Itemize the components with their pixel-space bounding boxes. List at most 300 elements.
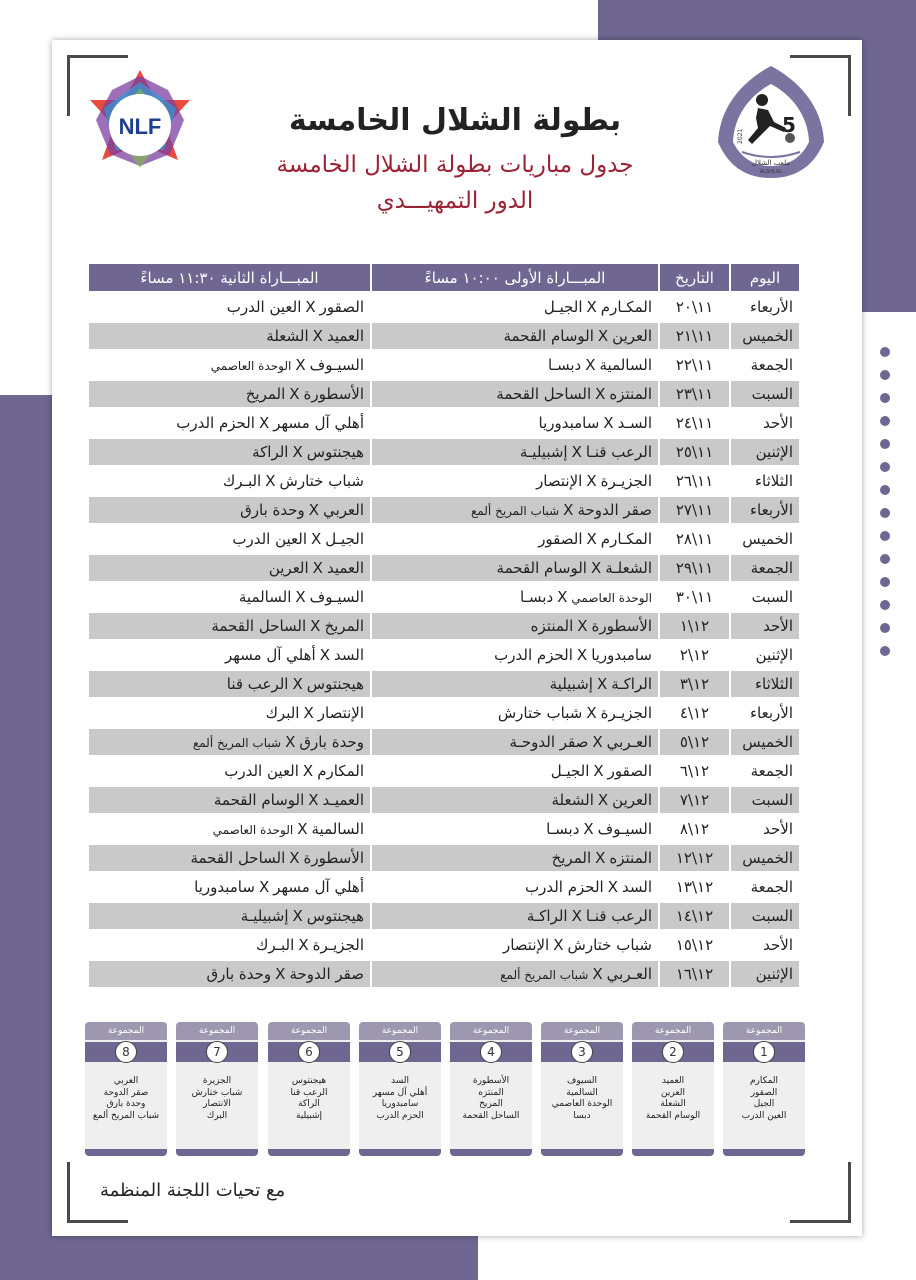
away-team: الإنتصار bbox=[536, 472, 583, 490]
first-match-cell bbox=[370, 439, 658, 465]
dot-icon bbox=[880, 646, 890, 656]
day-text: الخميس bbox=[742, 327, 793, 345]
group-team: العربي bbox=[113, 1076, 139, 1086]
date-cell bbox=[658, 410, 729, 436]
home-team: أهلي آل مسهر bbox=[273, 414, 364, 432]
page-subtitle: جدول مباريات بطولة الشلال الخامسة bbox=[276, 152, 634, 178]
home-team: هيجنتوس bbox=[306, 907, 364, 925]
group-card-6 bbox=[268, 1022, 350, 1156]
second-match-cell bbox=[87, 932, 370, 958]
day-text: الجمعة bbox=[750, 762, 793, 780]
away-team: إشبيليـة bbox=[519, 443, 568, 461]
versus-mark: X bbox=[585, 356, 596, 374]
versus-mark: X bbox=[295, 588, 306, 606]
first-match-cell bbox=[370, 613, 658, 639]
first-match-cell bbox=[370, 352, 658, 378]
table-row bbox=[87, 729, 799, 755]
group-team: السالمية bbox=[566, 1087, 598, 1098]
group-number: 8 bbox=[115, 1041, 137, 1063]
home-team: العميد bbox=[326, 559, 364, 577]
first-match-cell bbox=[370, 468, 658, 494]
group-number: 2 bbox=[662, 1041, 684, 1063]
group-bottom-band bbox=[450, 1149, 532, 1156]
away-team: العرين bbox=[268, 559, 309, 577]
away-team: الوسام القحمة bbox=[503, 327, 594, 345]
first-match-cell bbox=[370, 816, 658, 842]
away-team: الساحل القحمة bbox=[496, 385, 592, 403]
group-bottom-band bbox=[632, 1149, 714, 1156]
day-cell bbox=[729, 758, 799, 784]
home-team: صقر الدوحة bbox=[577, 501, 652, 519]
nlf-logo bbox=[80, 68, 200, 183]
away-team: وحدة بارق bbox=[206, 965, 272, 983]
nlf-logo-text: NLF bbox=[118, 114, 162, 139]
away-team: الرعب قنا bbox=[226, 675, 289, 693]
group-team: دبسا bbox=[573, 1110, 591, 1121]
date-text: ١١\٢٢ bbox=[675, 356, 714, 374]
second-match-cell bbox=[87, 555, 370, 581]
home-team: المكـارم bbox=[600, 298, 652, 316]
date-text: ١٢\٨ bbox=[679, 820, 710, 838]
table-row bbox=[87, 381, 799, 407]
table-row bbox=[87, 874, 799, 900]
home-team: الجزيـرة bbox=[312, 936, 364, 954]
table-row bbox=[87, 584, 799, 610]
away-team: دبسـا bbox=[548, 356, 582, 374]
versus-mark: X bbox=[319, 646, 330, 664]
home-team: الأسطورة bbox=[303, 385, 364, 403]
group-team: الساحل القحمة bbox=[462, 1110, 520, 1121]
dot-icon bbox=[880, 531, 890, 541]
day-text: الأربعاء bbox=[749, 298, 793, 316]
versus-mark: X bbox=[312, 327, 323, 345]
home-team: السـد bbox=[617, 414, 652, 432]
group-bottom-band bbox=[268, 1149, 350, 1156]
day-cell bbox=[729, 932, 799, 958]
versus-mark: X bbox=[586, 298, 597, 316]
group-label: المجموعة bbox=[176, 1022, 258, 1040]
group-bottom-band bbox=[723, 1149, 805, 1156]
date-cell bbox=[658, 729, 729, 755]
home-team: العميـد bbox=[322, 791, 364, 809]
away-team: الوحدة العاصمي bbox=[212, 823, 294, 837]
group-team: الجيل bbox=[753, 1099, 775, 1109]
group-bottom-band bbox=[359, 1149, 441, 1156]
group-label: المجموعة bbox=[723, 1022, 805, 1040]
home-team: السالمية bbox=[311, 820, 364, 838]
group-team: العين الدرب bbox=[741, 1110, 787, 1121]
group-card-3 bbox=[541, 1022, 623, 1156]
date-cell bbox=[658, 671, 729, 697]
group-team: وحدة بارق bbox=[106, 1099, 146, 1109]
second-match-cell bbox=[87, 526, 370, 552]
date-cell bbox=[658, 816, 729, 842]
group-label: المجموعة bbox=[85, 1022, 167, 1040]
away-team: الحزم الدرب bbox=[176, 414, 255, 432]
away-team: العين الدرب bbox=[226, 298, 302, 316]
home-team: العربي bbox=[323, 501, 364, 519]
dot-icon bbox=[880, 577, 890, 587]
dot-icon bbox=[880, 393, 890, 403]
home-team: الصقور bbox=[607, 762, 652, 780]
group-team: الأسطورة bbox=[472, 1076, 510, 1086]
header-second-match: المبـــاراة الثانية ١١:٣٠ مساءً bbox=[87, 264, 370, 291]
group-label: المجموعة bbox=[359, 1022, 441, 1040]
second-match-cell bbox=[87, 323, 370, 349]
table-row bbox=[87, 468, 799, 494]
day-cell bbox=[729, 613, 799, 639]
group-team: السيوف bbox=[567, 1076, 597, 1086]
group-team: صقر الدوحة bbox=[103, 1087, 149, 1098]
table-row bbox=[87, 845, 799, 871]
versus-mark: X bbox=[310, 617, 321, 635]
versus-mark: X bbox=[576, 646, 588, 664]
versus-mark: X bbox=[595, 849, 606, 867]
home-team: السالمية bbox=[599, 356, 652, 374]
dot-icon bbox=[880, 600, 890, 610]
first-match-cell bbox=[370, 526, 658, 552]
second-match-cell bbox=[87, 410, 370, 436]
day-cell bbox=[729, 410, 799, 436]
away-team: الحزم الدرب bbox=[494, 646, 573, 664]
group-number: 6 bbox=[298, 1041, 320, 1063]
day-text: الأربعاء bbox=[749, 501, 793, 519]
date-cell bbox=[658, 845, 729, 871]
club-logo bbox=[712, 62, 830, 182]
home-team: السد bbox=[622, 878, 652, 896]
away-team: البـرك bbox=[222, 472, 262, 490]
date-text: ١١\٢٣ bbox=[675, 385, 714, 403]
first-match-cell bbox=[370, 323, 658, 349]
day-cell bbox=[729, 700, 799, 726]
versus-mark: X bbox=[571, 443, 582, 461]
group-team: الانتصار bbox=[203, 1099, 231, 1109]
date-cell bbox=[658, 526, 729, 552]
versus-mark: X bbox=[563, 501, 574, 519]
dot-icon bbox=[880, 416, 890, 426]
date-text: ١١\٢٨ bbox=[675, 530, 714, 548]
date-cell bbox=[658, 613, 729, 639]
home-team: سامبدوريا bbox=[591, 646, 652, 664]
home-team: المكـارم bbox=[600, 530, 652, 548]
group-team: المريخ bbox=[479, 1099, 503, 1109]
versus-mark: X bbox=[292, 443, 303, 461]
day-cell bbox=[729, 961, 799, 987]
date-cell bbox=[658, 468, 729, 494]
away-team: إشبيلية bbox=[549, 675, 593, 693]
versus-mark: X bbox=[312, 559, 323, 577]
group-team: المنتزه bbox=[478, 1087, 504, 1098]
group-team: سامبدوريا bbox=[381, 1099, 419, 1109]
group-team: الرعب قنا bbox=[290, 1087, 328, 1098]
versus-mark: X bbox=[303, 704, 314, 722]
table-row bbox=[87, 410, 799, 436]
second-match-cell bbox=[87, 961, 370, 987]
table-row bbox=[87, 932, 799, 958]
away-team: الحزم الدرب bbox=[524, 878, 604, 896]
home-team: الإنتصار bbox=[317, 704, 364, 722]
page-title: بطولة الشلال الخامسة bbox=[288, 103, 622, 138]
group-number: 1 bbox=[753, 1041, 775, 1063]
day-text: الثلاثاء bbox=[754, 675, 793, 693]
second-match-cell bbox=[87, 642, 370, 668]
versus-mark: X bbox=[292, 907, 303, 925]
away-team: شباب المريخ ألمع bbox=[192, 736, 282, 750]
home-team: العرين bbox=[612, 327, 652, 345]
date-cell bbox=[658, 381, 729, 407]
first-match-cell bbox=[370, 497, 658, 523]
home-team: الأسطورة bbox=[303, 849, 364, 867]
first-match-cell bbox=[370, 758, 658, 784]
date-text: ١٢\٥ bbox=[679, 733, 710, 751]
away-team: دبسـا bbox=[546, 820, 580, 838]
home-team: العـربي bbox=[606, 733, 652, 751]
day-text: الجمعة bbox=[750, 559, 793, 577]
dot-icon bbox=[880, 439, 890, 449]
versus-mark: X bbox=[595, 385, 606, 403]
group-team: الشعلة bbox=[660, 1099, 686, 1109]
away-team: دبسـا bbox=[519, 588, 554, 606]
group-team-list bbox=[176, 1076, 258, 1122]
table-row bbox=[87, 526, 799, 552]
group-card-8 bbox=[85, 1022, 167, 1156]
day-text: الأحد bbox=[763, 820, 793, 838]
group-team: الصقور bbox=[750, 1087, 778, 1098]
day-cell bbox=[729, 439, 799, 465]
day-text: الجمعة bbox=[750, 878, 793, 896]
versus-mark: X bbox=[586, 472, 597, 490]
table-header-row bbox=[87, 264, 799, 291]
away-team: صقر الدوحـة bbox=[509, 733, 589, 751]
club-logo-text: ملعب الشلال bbox=[751, 159, 791, 167]
versus-mark: X bbox=[553, 936, 564, 954]
home-team: الأسطورة bbox=[591, 617, 652, 635]
day-text: الثلاثاء bbox=[754, 472, 793, 490]
home-team: السد bbox=[334, 646, 364, 664]
dot-icon bbox=[880, 370, 890, 380]
second-match-cell bbox=[87, 468, 370, 494]
date-cell bbox=[658, 874, 729, 900]
versus-mark: X bbox=[607, 878, 618, 896]
day-cell bbox=[729, 584, 799, 610]
away-team: الجيـل bbox=[550, 762, 590, 780]
away-team: الشعلة bbox=[551, 791, 594, 809]
versus-mark: X bbox=[311, 530, 322, 548]
day-text: الأحد bbox=[763, 414, 793, 432]
home-team: المريخ bbox=[324, 617, 364, 635]
first-match-cell bbox=[370, 671, 658, 697]
away-team: الإنتصار bbox=[502, 936, 550, 954]
group-card-5 bbox=[359, 1022, 441, 1156]
group-team: البرك bbox=[206, 1110, 228, 1121]
day-cell bbox=[729, 816, 799, 842]
day-cell bbox=[729, 874, 799, 900]
table-row bbox=[87, 758, 799, 784]
home-team: المكارم bbox=[317, 762, 364, 780]
date-cell bbox=[658, 555, 729, 581]
versus-mark: X bbox=[597, 791, 609, 809]
date-text: ١٢\٤ bbox=[679, 704, 710, 722]
day-text: السبت bbox=[751, 588, 793, 606]
day-cell bbox=[729, 381, 799, 407]
day-text: الخميس bbox=[742, 530, 793, 548]
first-match-cell bbox=[370, 381, 658, 407]
dot-icon bbox=[880, 347, 890, 357]
group-team: الحزم الدرب bbox=[376, 1110, 424, 1121]
group-team: العرين bbox=[661, 1087, 685, 1098]
away-team: العين الدرب bbox=[224, 762, 299, 780]
group-team-list bbox=[541, 1076, 623, 1122]
first-match-cell bbox=[370, 932, 658, 958]
versus-mark: X bbox=[557, 588, 568, 606]
home-team: هيجنتوس bbox=[306, 443, 364, 461]
dot-icon bbox=[880, 508, 890, 518]
group-bottom-band bbox=[176, 1149, 258, 1156]
versus-mark: X bbox=[308, 501, 320, 519]
versus-mark: X bbox=[265, 472, 276, 490]
second-match-cell bbox=[87, 874, 370, 900]
table-row bbox=[87, 642, 799, 668]
group-label: المجموعة bbox=[450, 1022, 532, 1040]
match-schedule-table bbox=[87, 261, 799, 990]
club-logo-year: 2021 bbox=[737, 128, 744, 144]
first-match-cell bbox=[370, 410, 658, 436]
group-team-list bbox=[450, 1076, 532, 1122]
first-match-cell bbox=[370, 845, 658, 871]
table-row bbox=[87, 613, 799, 639]
second-match-cell bbox=[87, 729, 370, 755]
home-team: وحدة بارق bbox=[299, 733, 364, 751]
away-team: سامبدوريا bbox=[538, 414, 600, 432]
first-match-cell bbox=[370, 729, 658, 755]
group-label: المجموعة bbox=[541, 1022, 623, 1040]
away-team: الوسام القحمة bbox=[213, 791, 305, 809]
day-text: الأربعاء bbox=[749, 704, 793, 722]
first-match-cell bbox=[370, 961, 658, 987]
versus-mark: X bbox=[297, 820, 308, 838]
group-number: 4 bbox=[480, 1041, 502, 1063]
home-team: الرعب قنـا bbox=[585, 907, 652, 925]
second-match-cell bbox=[87, 381, 370, 407]
group-team-list bbox=[85, 1076, 167, 1122]
footer-greeting: مع تحيات اللجنة المنظمة bbox=[100, 1180, 286, 1201]
date-text: ١١\٢٥ bbox=[675, 443, 714, 461]
day-text: السبت bbox=[751, 791, 793, 809]
away-team: الصقور bbox=[538, 530, 583, 548]
day-text: الأحد bbox=[763, 617, 793, 635]
table-row bbox=[87, 555, 799, 581]
dot-icon bbox=[880, 485, 890, 495]
first-match-cell bbox=[370, 903, 658, 929]
dot-icon bbox=[880, 462, 890, 472]
date-cell bbox=[658, 787, 729, 813]
date-cell bbox=[658, 642, 729, 668]
date-cell bbox=[658, 439, 729, 465]
table-row bbox=[87, 352, 799, 378]
group-number: 5 bbox=[389, 1041, 411, 1063]
day-cell bbox=[729, 642, 799, 668]
date-text: ١٢\٢ bbox=[679, 646, 710, 664]
table-row bbox=[87, 700, 799, 726]
table-row bbox=[87, 439, 799, 465]
versus-mark: X bbox=[586, 704, 597, 722]
home-team: هيجنتوس bbox=[306, 675, 364, 693]
versus-mark: X bbox=[586, 530, 597, 548]
versus-mark: X bbox=[292, 675, 303, 693]
first-match-cell bbox=[370, 874, 658, 900]
day-text: الخميس bbox=[742, 849, 793, 867]
away-team: سامبدوريا bbox=[194, 878, 255, 896]
home-team: العـربي bbox=[606, 965, 652, 983]
day-text: السبت bbox=[751, 907, 793, 925]
second-match-cell bbox=[87, 845, 370, 871]
away-team: الشعلة bbox=[266, 327, 309, 345]
table-row bbox=[87, 497, 799, 523]
home-team: الجيـل bbox=[325, 530, 364, 548]
home-team: العرين bbox=[612, 791, 652, 809]
table-row bbox=[87, 787, 799, 813]
group-team-list bbox=[359, 1076, 441, 1122]
versus-mark: X bbox=[258, 414, 270, 432]
home-team: الوحدة العاصمي bbox=[571, 591, 652, 605]
group-card-7 bbox=[176, 1022, 258, 1156]
versus-mark: X bbox=[597, 327, 609, 345]
second-match-cell bbox=[87, 294, 370, 320]
day-cell bbox=[729, 497, 799, 523]
day-cell bbox=[729, 787, 799, 813]
day-cell bbox=[729, 729, 799, 755]
group-team: السد bbox=[391, 1076, 409, 1086]
table-row bbox=[87, 671, 799, 697]
group-team: المكارم bbox=[749, 1076, 779, 1086]
date-text: ١١\٢٩ bbox=[675, 559, 714, 577]
date-text: ١٢\٧ bbox=[679, 791, 710, 809]
day-cell bbox=[729, 903, 799, 929]
away-team: إشبيليـة bbox=[240, 907, 289, 925]
second-match-cell bbox=[87, 758, 370, 784]
away-team: المنتزه bbox=[530, 617, 574, 635]
date-cell bbox=[658, 497, 729, 523]
day-text: الإثنين bbox=[755, 965, 793, 983]
group-number: 3 bbox=[571, 1041, 593, 1063]
table-row bbox=[87, 961, 799, 987]
first-match-cell bbox=[370, 294, 658, 320]
header-first-match: المبـــاراة الأولى ١٠:٠٠ مساءً bbox=[370, 264, 658, 291]
group-bottom-band bbox=[541, 1149, 623, 1156]
bottom-band-decoration bbox=[0, 1236, 478, 1280]
header-date: التاريخ bbox=[658, 264, 729, 291]
date-cell bbox=[658, 352, 729, 378]
day-text: الإثنين bbox=[755, 443, 793, 461]
date-cell bbox=[658, 700, 729, 726]
away-team: العين الدرب bbox=[232, 530, 308, 548]
second-match-cell bbox=[87, 613, 370, 639]
second-match-cell bbox=[87, 787, 370, 813]
date-text: ١١\٢٠ bbox=[675, 298, 714, 316]
away-team: شباب المريخ ألمع bbox=[500, 968, 589, 982]
day-text: الإثنين bbox=[755, 646, 793, 664]
second-match-cell bbox=[87, 816, 370, 842]
day-cell bbox=[729, 555, 799, 581]
away-team: أهلي آل مسهر bbox=[224, 646, 316, 664]
group-team-list bbox=[632, 1076, 714, 1122]
home-team: المنتزه bbox=[609, 849, 652, 867]
dot-icon bbox=[880, 554, 890, 564]
away-team: الساحل القحمة bbox=[211, 617, 307, 635]
group-team: الجزيرة bbox=[202, 1076, 232, 1086]
versus-mark: X bbox=[308, 791, 319, 809]
group-label: المجموعة bbox=[632, 1022, 714, 1040]
